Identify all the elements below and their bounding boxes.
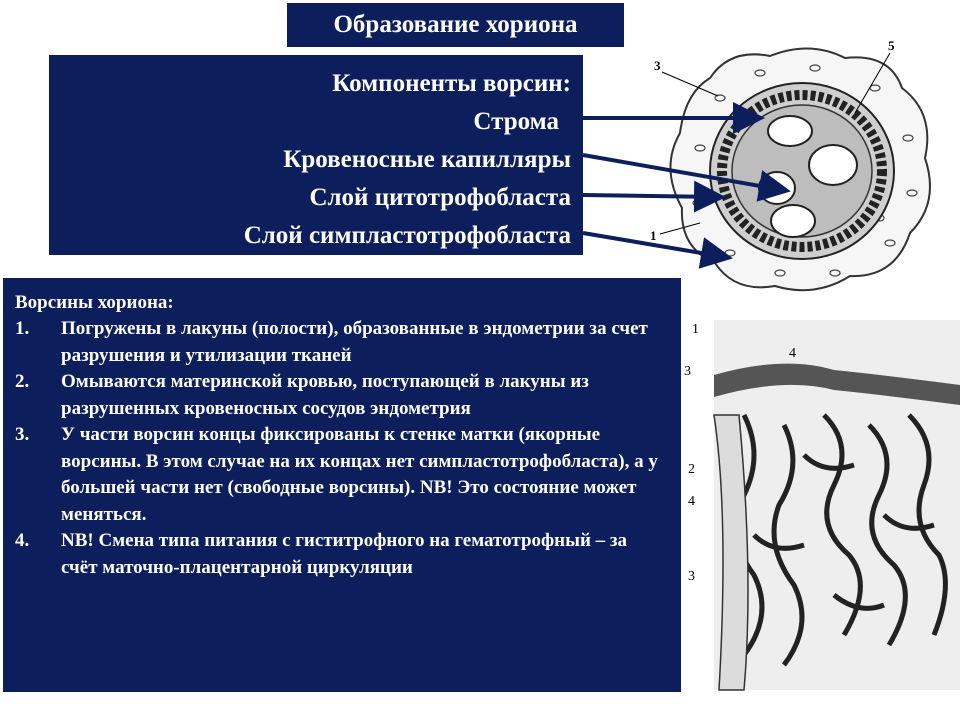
list-item-text: У части ворсин концы фиксированы к стенке матки (якорные ворсины. В этом случае на их концах нет симпластотрофобласта), а у большей части нет (свободные ворсины). NB! Это состояние может меняться. [61, 424, 658, 525]
component-item-stroma: Строма [473, 108, 559, 135]
arrow-capillaries [583, 155, 783, 190]
arrow-cytotrophoblast [583, 195, 718, 197]
list-item-number: 1. [15, 318, 30, 339]
info-heading: Ворсины хориона: [15, 292, 174, 313]
arrow-syncytiotrophoblast [583, 233, 725, 257]
figure-label: 1 [692, 322, 699, 337]
figure-label: 2 [688, 462, 695, 477]
page-title-text: Образование хориона [333, 11, 578, 38]
component-item-syncytiotrophoblast: Слой симпластотрофобласта [243, 222, 571, 249]
list-item-text: Омываются материнской кровью, поступающей в лакуны из разрушенных кровеносных сосудов эндометрия [61, 371, 589, 419]
list-item-text: Погружены в лакуны (полости), образованные в эндометрии за счет разрушения и утилизации тканей [61, 318, 648, 366]
list-item-number: 2. [15, 371, 30, 392]
figure-label: 3 [688, 569, 695, 584]
figure-label: 1 [650, 228, 657, 243]
list-item-number: 3. [15, 424, 30, 445]
figure-label: 3 [684, 364, 691, 379]
list-item-text: NB! Смена типа питания с гиститрофного на гематотрофный – за счёт маточно-плацентарной циркуляции [61, 530, 628, 578]
components-heading: Компоненты ворсин: [332, 70, 571, 97]
figure-label: 5 [888, 38, 895, 53]
component-item-capillaries: Кровеносные капилляры [283, 146, 571, 173]
figure-label: 4 [688, 494, 695, 509]
figure-label: 4 [789, 346, 796, 361]
component-item-cytotrophoblast: Слой цитотрофобласта [309, 184, 571, 211]
list-item-number: 4. [15, 530, 30, 551]
figure-label: 3 [654, 58, 661, 73]
